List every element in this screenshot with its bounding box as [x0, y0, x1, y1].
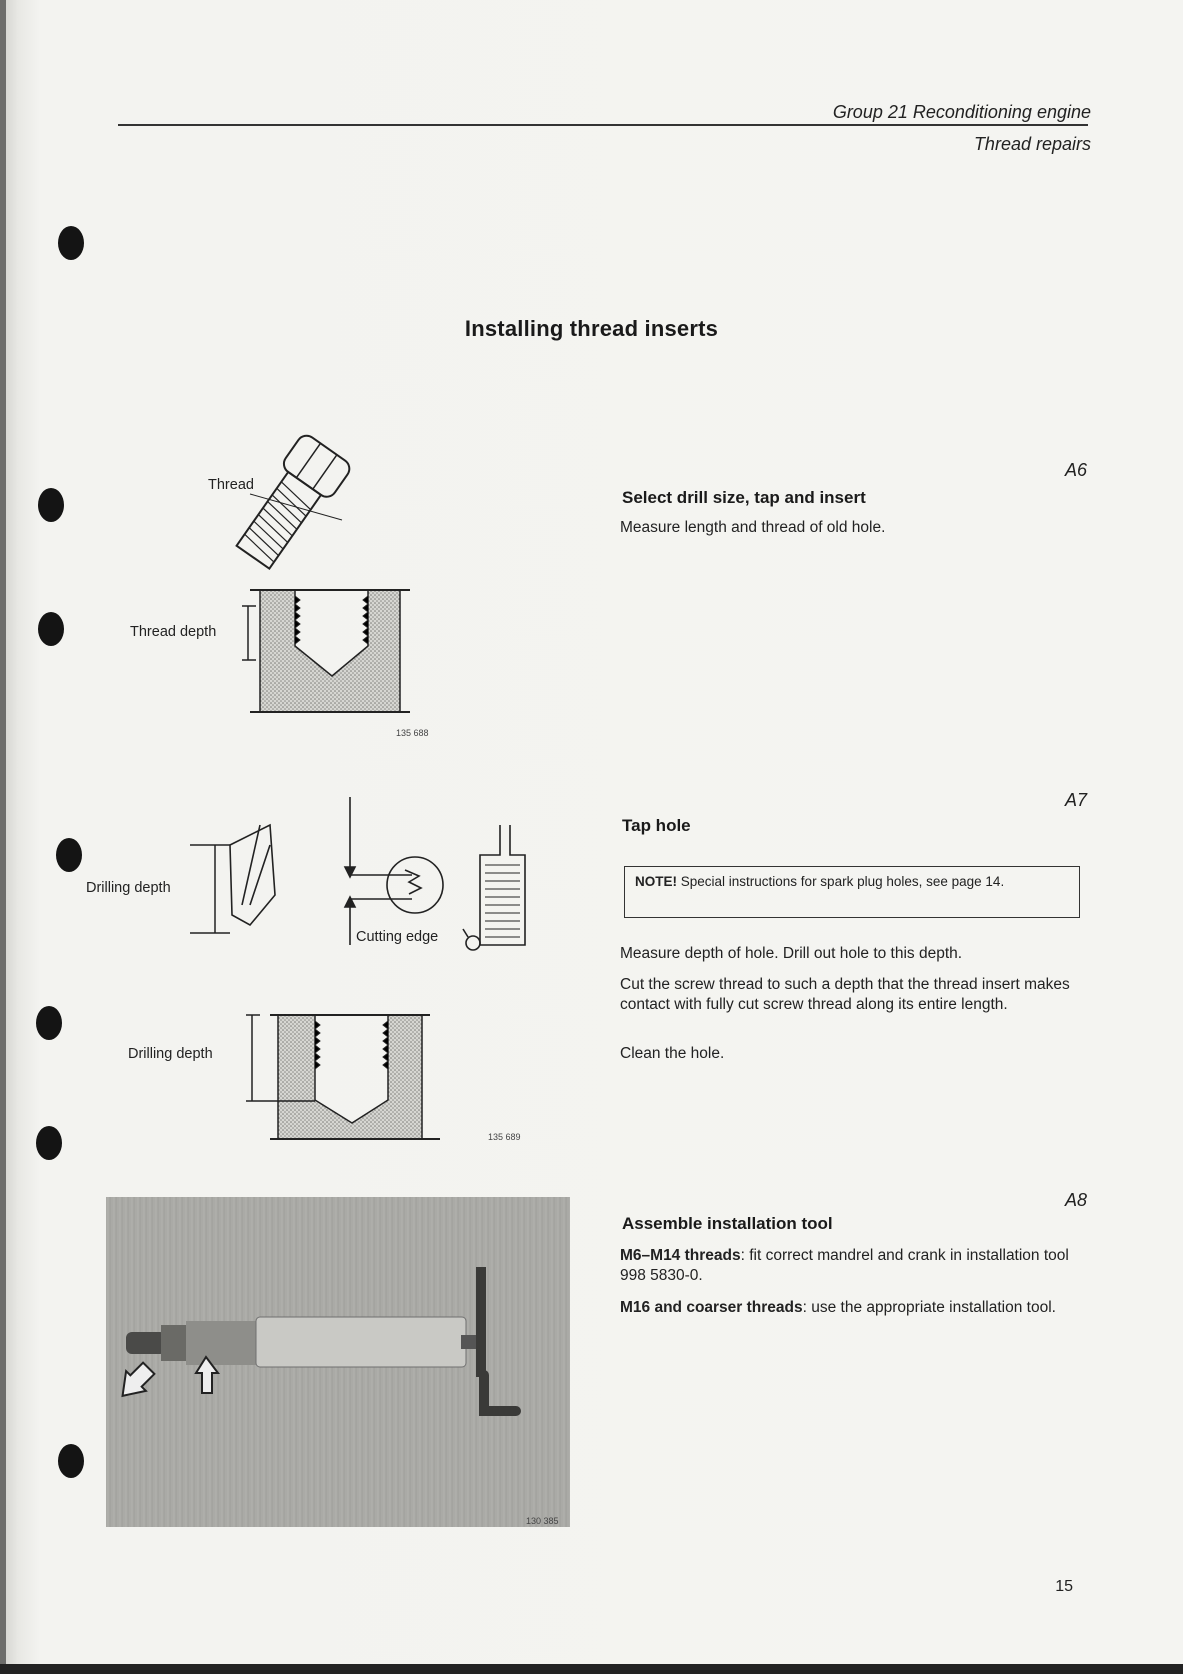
- section-code-a7: A7: [1064, 790, 1087, 810]
- section-a6-text: Measure length and thread of old hole.: [620, 519, 886, 536]
- figure-thread-depth: [110, 390, 450, 740]
- section-title-a8: Assemble installation tool: [622, 1214, 833, 1233]
- a8-p1-bold: M6–M14 threads: [620, 1247, 741, 1264]
- section-a8-para-2: [620, 1298, 1080, 1318]
- header-group: Group 21 Reconditioning engine: [832, 102, 1091, 122]
- page-bottom-edge: [0, 1664, 1183, 1674]
- label-thread-depth: Thread depth: [130, 624, 217, 640]
- figure-drilling-depth: [230, 1005, 470, 1155]
- a8-p1-text: : fit correct mandrel and crank in installation tool 998 5830-0.: [620, 1247, 1069, 1284]
- drill-bit-drawing: [220, 795, 275, 925]
- installation-tool-drawing: [106, 1197, 570, 1527]
- section-code-a6: A6: [1064, 460, 1087, 480]
- binder-hole: [56, 838, 82, 872]
- section-title-a7: Tap hole: [622, 816, 691, 835]
- figure-number-2: 135 689: [488, 1132, 521, 1142]
- a8-p2-text: : use the appropriate installation tool.: [802, 1299, 1056, 1316]
- binder-hole: [38, 488, 64, 522]
- section-a7-para-3: Clean the hole.: [620, 1045, 725, 1062]
- binder-hole: [58, 1444, 84, 1478]
- binder-hole: [58, 226, 84, 260]
- page-number: 15: [1055, 1578, 1073, 1595]
- label-thread: Thread: [208, 477, 254, 493]
- note-label: NOTE!: [635, 874, 677, 889]
- figure-number-1: 135 688: [396, 728, 429, 738]
- installation-tool-photo: [106, 1197, 570, 1527]
- section-a8-para-1: [620, 1246, 1080, 1286]
- header-rule: [118, 124, 1088, 126]
- a8-p2-bold: M16 and coarser threads: [620, 1299, 803, 1316]
- figure-drill-tap-insert: [180, 795, 550, 975]
- figure-number-3: 130 385: [526, 1516, 559, 1526]
- binder-hole: [38, 612, 64, 646]
- tap-drawing: [345, 797, 525, 950]
- note-box: [624, 866, 1080, 918]
- label-drilling-depth-1: Drilling depth: [86, 880, 171, 896]
- section-a7-para-2: Cut the screw thread to such a depth that the thread insert makes contact with fully cut screw thread along its entire length.: [620, 976, 1070, 1013]
- binder-hole: [36, 1006, 62, 1040]
- bolt-drawing: [228, 432, 353, 575]
- header-subtitle: Thread repairs: [973, 134, 1091, 154]
- section-code-a8: A8: [1064, 1190, 1087, 1210]
- label-drilling-depth-2: Drilling depth: [128, 1046, 213, 1062]
- threaded-hole-drawing: [242, 590, 410, 712]
- label-cutting-edge: Cutting edge: [356, 929, 439, 945]
- note-text: Special instructions for spark plug holes, see page 14.: [677, 874, 1005, 889]
- page-title: Installing thread inserts: [464, 316, 719, 341]
- section-a7-para-1: Measure depth of hole. Drill out hole to this depth.: [620, 945, 963, 962]
- page-edge-shadow: [0, 0, 6, 1674]
- section-title-a6: Select drill size, tap and insert: [622, 488, 866, 507]
- binder-hole: [36, 1126, 62, 1160]
